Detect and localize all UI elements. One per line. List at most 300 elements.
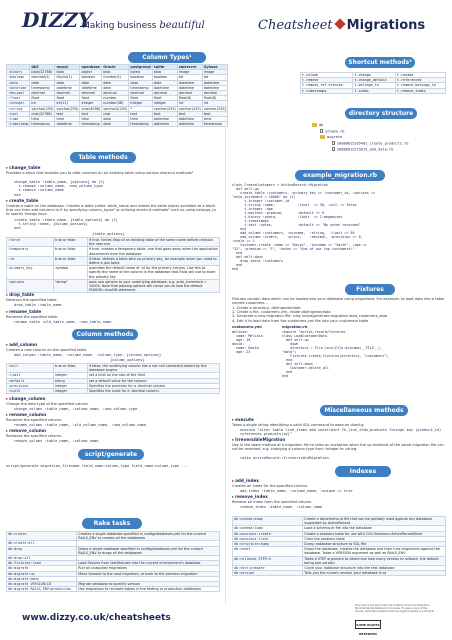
column-types-cell: time: [202, 117, 227, 122]
rake-task-2-row: [233, 571, 446, 576]
column-types-cell: varchar(255): [153, 106, 176, 111]
column-types-cell: date: [102, 117, 129, 122]
rake-task-2-cell: Clear the sessions table: [303, 536, 446, 541]
column-types-cell: object: [80, 70, 102, 75]
column-types-cell: boolean: [129, 75, 152, 80]
column-types-row: [7, 106, 228, 111]
rake-task-cell: Migrate database to specific version: [77, 582, 220, 587]
column-types-cell: boolean: [152, 75, 177, 80]
column-types-cell: datetime: [152, 117, 177, 122]
rake-task-2-cell: Create a sessions table for use with CGI::Sessions::ActiveRecordStore: [303, 531, 446, 536]
column-option-cell: set a default value for the column: [87, 378, 219, 383]
directory-tree: [312, 121, 444, 165]
dir-file-1-label: 20080812205401_create_products.rb: [337, 141, 409, 146]
column-types-cell: decimal: [152, 91, 177, 96]
column-option-cell: :limit: [7, 373, 54, 378]
footer-url[interactable]: www.dizzy.co.uk/cheatsheets: [22, 613, 171, 623]
fixtures-step: 1. Create a directory, db/migrate/data: [232, 306, 301, 310]
column-types-cell: decimal: [129, 91, 152, 96]
column-types-cell: number(1): [102, 75, 129, 80]
folder-icon: [320, 135, 325, 139]
column-types-cell: date: [80, 80, 102, 85]
column-types-cell: date: [102, 80, 129, 85]
column-types-cell: :boolean: [7, 75, 30, 80]
column-options-caption: {column_options}: [110, 358, 145, 362]
column-types-cell: float: [55, 96, 80, 101]
rename-table-desc: Renames the specified table.: [6, 315, 59, 319]
column-types-cell: float: [152, 96, 177, 101]
rake-task-2-row: [233, 517, 446, 526]
column-types-cell: time: [55, 117, 80, 122]
column-types-row: [7, 122, 228, 127]
column-types-cell: datetime: [177, 117, 202, 122]
column-methods-pill: Column methods: [72, 329, 138, 340]
column-types-cell: float(8): [202, 96, 227, 101]
table-option-row: [7, 247, 220, 256]
file-icon: [332, 147, 335, 151]
shortcut-cell: t.change: [353, 73, 396, 78]
table-option-row: [7, 266, 220, 280]
shortcut-cell: t.column: [301, 73, 353, 78]
column-types-cell: integer: [152, 101, 177, 106]
column-types-cell: integer: [129, 101, 152, 106]
rake-task-cell: Run all unapplied migrations: [77, 566, 220, 571]
file-icon: [320, 129, 323, 133]
column-types-cell: decimal: [55, 91, 80, 96]
rake-task-cell: db:migrate: [7, 566, 77, 571]
fixtures-yml-heading: customers.yml: [232, 325, 262, 329]
column-types-header-cell: postgresql: [130, 65, 151, 69]
shortcut-cell: t.remove_index: [396, 88, 446, 93]
drop-table-desc: Destroys the specified table.: [6, 298, 58, 302]
column-types-cell: image: [177, 70, 202, 75]
column-types-cell: decimal: [80, 91, 102, 96]
dir-migrate-label: migrate: [327, 135, 343, 140]
irreversible-desc: Use in the down method of a migration file to raise an exception when the up methods of the same migration file can not be reversed, e.g. changing a column type from :integer to :string.: [232, 443, 444, 452]
column-option-row: [7, 364, 220, 373]
column-types-cell: varchar(255): [56, 106, 79, 111]
table-option-cell: :id: [7, 256, 54, 265]
table-option-row: [7, 256, 220, 265]
column-option-cell: string: [53, 378, 87, 383]
remove-index-code: remove_index :table_name, :column_name: [240, 505, 323, 509]
rake-task-cell: db:create: [7, 532, 77, 541]
rake-task-cell: db:drop: [7, 546, 77, 555]
rename-column-code: rename_column :table_name, :old_column_name, :new_column_name: [14, 423, 146, 427]
column-types-cell: date: [129, 80, 152, 85]
rake-task-2-row: [233, 531, 446, 536]
column-types-cell: datetime: [202, 80, 227, 85]
rake-task-cell: db:migrate:down: [7, 576, 77, 581]
table-option-cell: true or false: [53, 256, 87, 265]
column-types-cell: :datetime: [7, 85, 30, 90]
rake-task-2-cell: db:sessions:clear: [233, 536, 303, 541]
add-column-heading: ▸ add_column: [6, 343, 37, 347]
tagline-text: Making business: [82, 21, 157, 31]
column-types-cell: int(11): [55, 101, 80, 106]
table-option-row: [7, 238, 220, 247]
fixtures-rb-heading: migration.rb: [282, 325, 308, 329]
table-option-cell: if false, defines a table with no primary key, for example when you need to define a join table: [87, 256, 219, 265]
shortcut-cell: t.index: [353, 88, 396, 93]
rake-task-cell: db:fixtures:load: [7, 561, 77, 566]
column-types-cell: varchar2(255): [103, 106, 128, 111]
column-types-header-cell: sqlite: [152, 65, 177, 70]
license-note: This work is licensed under the Creative Commons Attribution-NonCommercial-NoDerivs 2.0 License. To view a copy of this license, visit http://creativecommons.org/licenses/by-nc-nd/2.0/uk: [355, 604, 434, 613]
fixtures-step: 4. Edit it to load data from the customers.yml file into your customers table: [232, 318, 369, 323]
column-types-cell: blob: [55, 70, 80, 75]
column-types-cell: bytea: [129, 70, 152, 75]
column-types-cell: *: [129, 106, 152, 111]
table-option-cell: pass raw options to your underlying database, e.g. auto_increment = 10000. Note that passing options will cause you to lose the default ENGINE=InnoDB statement: [87, 279, 219, 293]
column-types-cell: varchar(255): [178, 106, 201, 111]
column-types-cell: varchar(255): [203, 106, 226, 111]
rake-task-row: [7, 561, 220, 566]
column-types-cell: text: [202, 111, 227, 116]
dir-migrate: [320, 135, 342, 140]
page-title: [258, 18, 426, 33]
rake-task-2-cell: Takes a STEP argument to determine how many version to rollback, the default being one version: [303, 556, 446, 565]
column-types-cell: decimal: [102, 91, 129, 96]
rake-task-2-cell: Load a schema.rb file into the database: [303, 526, 446, 531]
tagline: [82, 20, 205, 31]
logo: DIZZY: [22, 8, 93, 32]
rake-tasks-table-2: [232, 516, 446, 576]
column-option-cell: :precision: [7, 383, 54, 388]
column-types-cell: datetime: [202, 85, 227, 90]
create-table-desc: Creates a table on the database. Creates a table called :table_name and makes the table object available to a block that can then add columns to it by specifying column_types¹ or utilizing shortcut methods² such as using belongs_to to specify foreign keys.: [6, 204, 216, 217]
rake-task-cell: db:migrate VERSION=18: [7, 582, 77, 587]
rake-task-2-cell: db:schema:dump: [233, 517, 303, 526]
rake-task-2-cell: Drops the database, creates the database and then runs migrations against the database. Takes a VERSION argument as well as RAILS_ENV: [303, 547, 446, 556]
remove-index-desc: Remove an index from the specified column.: [232, 500, 313, 504]
fixtures-pill: Fixtures: [345, 284, 395, 295]
fixtures-steps: [232, 306, 446, 323]
table-option-cell: :force: [7, 238, 54, 247]
rename-table-heading: ▸ rename_table: [6, 310, 41, 314]
column-types-cell: time: [129, 117, 152, 122]
rake-tasks-table: [6, 531, 220, 592]
column-types-cell: text: [129, 111, 152, 116]
change-column-code: change_column :table_name, :column_name, :new_column_type: [14, 407, 138, 411]
column-types-cell: blob(32768): [30, 70, 55, 75]
table-option-cell: :options: [7, 279, 54, 293]
table-options-table: [6, 237, 220, 293]
rake-task-cell: Load fixtures from test/fixtures into the current environment's database: [77, 561, 220, 566]
table-option-cell: :temporary: [7, 247, 54, 256]
column-types-cell: integer: [80, 101, 102, 106]
column-types-pill: Column Types¹: [128, 52, 206, 63]
column-types-cell: :time: [7, 117, 30, 122]
change-column-heading: ▸ change_column: [6, 397, 45, 401]
fixtures-yml-code: melissa: name: Melissa age: 18 david: name: David age: 23: [232, 330, 263, 354]
dir-file-1: [332, 141, 408, 146]
column-types-cell: datetime: [177, 80, 202, 85]
column-types-cell: :decimal: [7, 91, 30, 96]
rake-task-2-row: [233, 547, 446, 556]
title-cheatsheet: Cheatsheet: [258, 18, 333, 33]
dir-file-2-label: 20080812215015_add_data.rb: [337, 147, 394, 152]
add-column-code: add_column :table_name, :column_name, :column_type, {column_options}: [14, 353, 162, 357]
title-migrations: Migrations: [346, 18, 426, 33]
column-types-cell: date: [55, 80, 80, 85]
script-generate-code: script/generate migration_filename field_name:column_type field_name:column_type ...: [6, 464, 188, 468]
shortcut-cell: t.remove_ref-erences: [301, 83, 353, 88]
column-types-cell: int: [202, 101, 227, 106]
column-types-cell: timestamp: [129, 122, 152, 127]
misc-pill: Miscellaneous methods: [320, 405, 408, 416]
column-types-table: [6, 64, 228, 127]
rake-task-2-cell: Tells you the current version your database is at: [303, 571, 446, 576]
rake-task-2-cell: Clone your database structure into the test database: [303, 566, 446, 571]
column-types-cell: boolean: [80, 75, 102, 80]
tagline-emphasis: beautiful: [159, 20, 205, 31]
column-option-cell: integer: [53, 373, 87, 378]
column-option-cell: integer: [53, 389, 87, 394]
dir-db-label: db: [319, 123, 324, 128]
column-types-cell: date: [102, 122, 129, 127]
column-types-header-cell: Sybase: [202, 65, 227, 70]
table-option-cell: :primary_key: [7, 266, 54, 280]
column-types-cell: timestamp: [129, 85, 152, 90]
shortcut-cell: t.rename: [396, 73, 446, 78]
dir-file-2: [332, 147, 393, 152]
column-option-cell: set a limit on the size of the field: [87, 373, 219, 378]
fixtures-step: 3. Generate a new migration file: ruby script/generate migration load_customers_data: [232, 314, 388, 319]
change-table-heading: ▸ change_table: [6, 166, 40, 170]
change-table-code: change_table :table_name, {options} do |t| t.change :column_name, :new_column_type t.remove :column_name end: [14, 180, 105, 197]
column-types-cell: varchar(255): [31, 106, 54, 111]
rake-task-cell: Creates a single database specified in config/databases.yml for the current RAILS_ENV or creates all the databases: [77, 532, 220, 541]
example-pill: example_migration.rb: [295, 170, 385, 181]
rake-task-cell: db:create:all: [7, 541, 77, 546]
table-option-cell: if true, forces drop of an existing table of the same name before creation the new one: [87, 238, 219, 247]
column-types-cell: number: [102, 96, 129, 101]
column-types-cell: text: [177, 111, 202, 116]
fixtures-step: 2. Create a file, customers.yml, inside db/migrate/data: [232, 310, 331, 315]
remove-column-desc: Removes the specified column.: [6, 434, 63, 438]
column-types-cell: blob: [152, 70, 177, 75]
rake-task-2-cell: Create a db/schema.rb file that can be portably used against any database supported by ActiveRecord: [303, 517, 446, 526]
rake-task-2-cell: Dump database structure to SQL file: [303, 542, 446, 547]
ruby-icon: [334, 18, 345, 29]
column-option-cell: integer: [53, 383, 87, 388]
column-option-cell: true or false: [53, 364, 87, 373]
rake-tasks-pill: Rake tasks: [82, 518, 142, 529]
add-index-desc: Creates an index for the specified column.: [232, 484, 309, 488]
column-types-cell: :date: [7, 80, 30, 85]
column-types-cell: :integer: [7, 101, 30, 106]
rake-task-row: [7, 587, 220, 592]
table-methods-pill: Table methods: [70, 152, 136, 163]
shortcut-cell: t.remove: [301, 78, 353, 83]
drop-table-heading: ▸ drop_table: [6, 293, 34, 297]
column-types-cell: clob: [102, 111, 129, 116]
column-types-cell: date: [102, 85, 129, 90]
header: [0, 0, 452, 64]
rake-task-2-row: [233, 556, 446, 565]
rename-column-desc: Renames the specified column.: [6, 418, 63, 422]
column-types-cell: timestamp: [202, 122, 227, 127]
column-types-cell: char(4096): [81, 106, 101, 111]
creative-commons-badge: SOME RIGHTS RESERVED: [355, 620, 381, 629]
rake-task-2-cell: db:reset: [233, 547, 303, 556]
column-types-cell: datetime: [177, 122, 202, 127]
column-types-cell: decimal: [30, 91, 55, 96]
column-types-cell: bit: [202, 75, 227, 80]
column-types-cell: blob: [102, 70, 129, 75]
rake-task-2-cell: db:rollback STEP=4: [233, 556, 303, 565]
dir-schema-label: schema.rb: [325, 129, 345, 134]
shortcut-cell: t.references: [396, 78, 446, 83]
rake-task-cell: Drops a single database specified in config/databases.yml for the current RAILS_ENV or drops all the databases: [77, 546, 220, 555]
column-types-cell: datetime: [55, 122, 80, 127]
column-option-cell: :null: [7, 364, 54, 373]
dir-db: [312, 123, 323, 128]
rake-task-cell: db:migrate:up: [7, 571, 77, 576]
fixtures-desc: Fixtures contain data which can be loaded into your database using migrations. For example, to load data into a table named customers...: [232, 297, 445, 306]
irreversible-code: raise ActiveRecord::IrreversibleMigration: [240, 456, 329, 460]
column-option-cell: Specifies the precision for a :decimal column.: [87, 383, 219, 388]
table-option-cell: if true, creates a temporary table, one that goes away when the application disconnects from the database: [88, 247, 218, 256]
rake-task-row: [7, 532, 220, 541]
column-option-row: [7, 389, 220, 394]
column-types-cell: bit: [177, 75, 202, 80]
shortcut-row: [301, 88, 446, 93]
column-types-header-cell: mysql: [55, 65, 80, 70]
column-types-cell: :string: [7, 106, 30, 111]
column-types-cell: decimal: [202, 91, 227, 96]
column-types-cell: timestamp: [30, 122, 55, 127]
column-option-cell: :default: [7, 378, 54, 383]
table-options-caption: {table_options}: [92, 232, 125, 236]
column-option-cell: if false, the underlying column has a not null constraint added by the database engine: [87, 364, 219, 373]
execute-desc: Takes a single string identifying a valid SQL command to execute directly.: [232, 423, 365, 427]
column-types-header-cell: openbase: [81, 65, 100, 69]
irreversible-heading: ▸ IrreversibleMigration: [232, 438, 285, 442]
column-types-header-cell: sqlserver: [177, 65, 202, 70]
rename-column-heading: ▸ rename_column: [6, 413, 46, 417]
create-table-code: create_table :table_name, {table_options} do |t| t.string :name, {column_options} end: [14, 218, 118, 231]
shortcut-pill: Shortcut methods²: [345, 57, 415, 68]
table-option-row: [7, 279, 220, 293]
table-option-cell: true or false: [53, 247, 87, 256]
shortcut-cell: t.timestamps: [301, 88, 353, 93]
change-column-desc: Change the data type of the specified column: [6, 402, 89, 406]
execute-code: execute "alter table line_items add constraint fk_line_item_products foreign key (product_id) references products(id)": [240, 428, 442, 437]
fixtures-rb-code: require 'active_record/fixtures' class LoadCustomerData def self.up down directory = File.join(File.dirname(__FILE__), "data") Fixtures.create_fixtures(directory, "customers") end def self.down Customer.delete_all end end: [282, 330, 389, 378]
add-column-desc: Creates a new column on the specified table.: [6, 348, 88, 352]
column-types-cell: datetime: [152, 85, 177, 90]
table-option-cell: :symbol: [53, 266, 87, 280]
column-types-cell: timestamp: [30, 85, 55, 90]
change-table-desc: Provides a block that enables you to alter columns on an existing table using various shortcut methods²: [6, 171, 194, 175]
column-types-cell: decimal: [177, 91, 202, 96]
shortcut-table: [300, 72, 446, 94]
remove-column-code: remove_column :table_name, :column_name: [14, 439, 99, 443]
column-types-header-cell: db2: [30, 65, 55, 70]
shortcut-row: [301, 83, 446, 88]
file-icon: [332, 141, 335, 145]
column-option-cell: :scale: [7, 389, 54, 394]
column-types-cell: date: [30, 80, 55, 85]
column-divider: [225, 65, 226, 605]
shortcut-cell: t.belongs_to: [353, 83, 396, 88]
column-types-cell: datetime: [80, 85, 102, 90]
column-types-cell: :binary: [7, 70, 30, 75]
add-index-code: add_index :table_name, :column_name, :unique => true: [240, 489, 353, 493]
column-option-cell: Specifies the scale for a :decimal column.: [87, 389, 219, 394]
column-types-cell: float: [30, 96, 55, 101]
column-types-cell: :timestamp: [8, 122, 29, 127]
dir-schema: [320, 129, 344, 134]
column-types-cell: float(8): [177, 96, 202, 101]
column-types-header-cell: Oracle: [102, 65, 129, 70]
column-types-cell: date: [152, 80, 177, 85]
table-option-cell: overrides the default name of :id for the primary column. Use this to specify the name of the column in the database that Rails will use to store the primary key: [87, 266, 219, 280]
drop-table-code: drop_table :table_name: [14, 303, 62, 307]
rake-task-cell: db:drop:all: [7, 556, 77, 561]
column-types-cell: float: [129, 96, 152, 101]
rake-task-2-cell: db:schema:load: [233, 526, 303, 531]
rake-task-2-cell: db:structure:dump: [233, 542, 303, 547]
column-types-cell: number(38): [102, 101, 129, 106]
column-types-cell: time: [80, 117, 102, 122]
rake-task-cell: db:migrate RAILS_ENV=production: [7, 587, 77, 592]
column-types-cell: time: [30, 117, 55, 122]
column-options-table: [6, 363, 220, 394]
rake-task-cell: Use migrations to recreate tables in the testing or production databases: [77, 587, 220, 592]
remove-column-heading: ▸ remove_column: [6, 429, 46, 433]
rake-task-row: [7, 546, 220, 555]
indexes-pill: Indexes: [335, 466, 391, 477]
rake-task-2-cell: db:test:prepare: [233, 566, 303, 571]
column-types-cell: datetime: [177, 85, 202, 90]
column-types-cell: int: [177, 101, 202, 106]
table-option-cell: "string": [53, 279, 87, 293]
column-types-cell: decimal(1): [30, 75, 55, 80]
column-types-cell: text: [152, 111, 177, 116]
example-code: class CreateCustomers < ActiveRecord::Migration def self.up create_table :customers, :primary_key => :customer_id, :options => "auto_increment = 10000" do |t| t.integer :customer_id t.string :name, :limit => 30, :null => false t.integer :age t.boolean :premium, :default => 0 t.binary :photo, :limit => 2.megabytes t.timestamps t.text :notes, :default => "No notes recorded" end add_column :customers, :surname, :string, :limit => 50 add_column :orders, :price, :decimal, :precision => 8, :scale => 2 Customer.create :name => "David", :surname => "Smith", :age => "32", :premium => "1", :notes => "One of our top customers!" end def self.down drop_table :customers end end: [232, 183, 375, 271]
column-types-cell: float: [80, 96, 102, 101]
column-types-cell: tinyint(1): [55, 75, 80, 80]
table-option-cell: true or false: [53, 238, 87, 247]
rake-task-2-cell: db:version: [233, 571, 303, 576]
column-types-cell: text: [80, 111, 102, 116]
add-index-heading: ▸ add_index: [232, 479, 259, 483]
column-types-cell: :text: [7, 111, 30, 116]
rename-table-code: rename_table :old_table_name, :new_table_name: [14, 320, 112, 324]
directory-pill: directory structure: [345, 108, 417, 119]
column-types-cell: :float: [7, 96, 30, 101]
rake-task-cell: Move forward to the next migration, or back to the previous migration: [77, 571, 220, 576]
column-types-cell: datetime: [55, 85, 80, 90]
shortcut-cell: t.remove_belongs_to: [396, 83, 446, 88]
column-types-cell: timestamp: [81, 122, 100, 127]
remove-index-heading: ▸ remove_index: [232, 495, 268, 499]
column-types-cell: datetime: [152, 122, 177, 127]
column-types-cell: image: [202, 70, 227, 75]
rake-task-2-cell: db:sessions:create: [233, 531, 303, 536]
shortcut-cell: t.change_default: [353, 78, 396, 83]
column-types-cell: clob(32768): [30, 111, 55, 116]
script-generate-pill: script/generate: [78, 449, 144, 460]
create-table-heading: ▸ create_table: [6, 199, 38, 203]
folder-icon: [312, 123, 317, 127]
column-types-cell: int: [30, 101, 55, 106]
execute-heading: ▸ execute: [232, 418, 254, 422]
column-types-cell: text: [55, 111, 80, 116]
